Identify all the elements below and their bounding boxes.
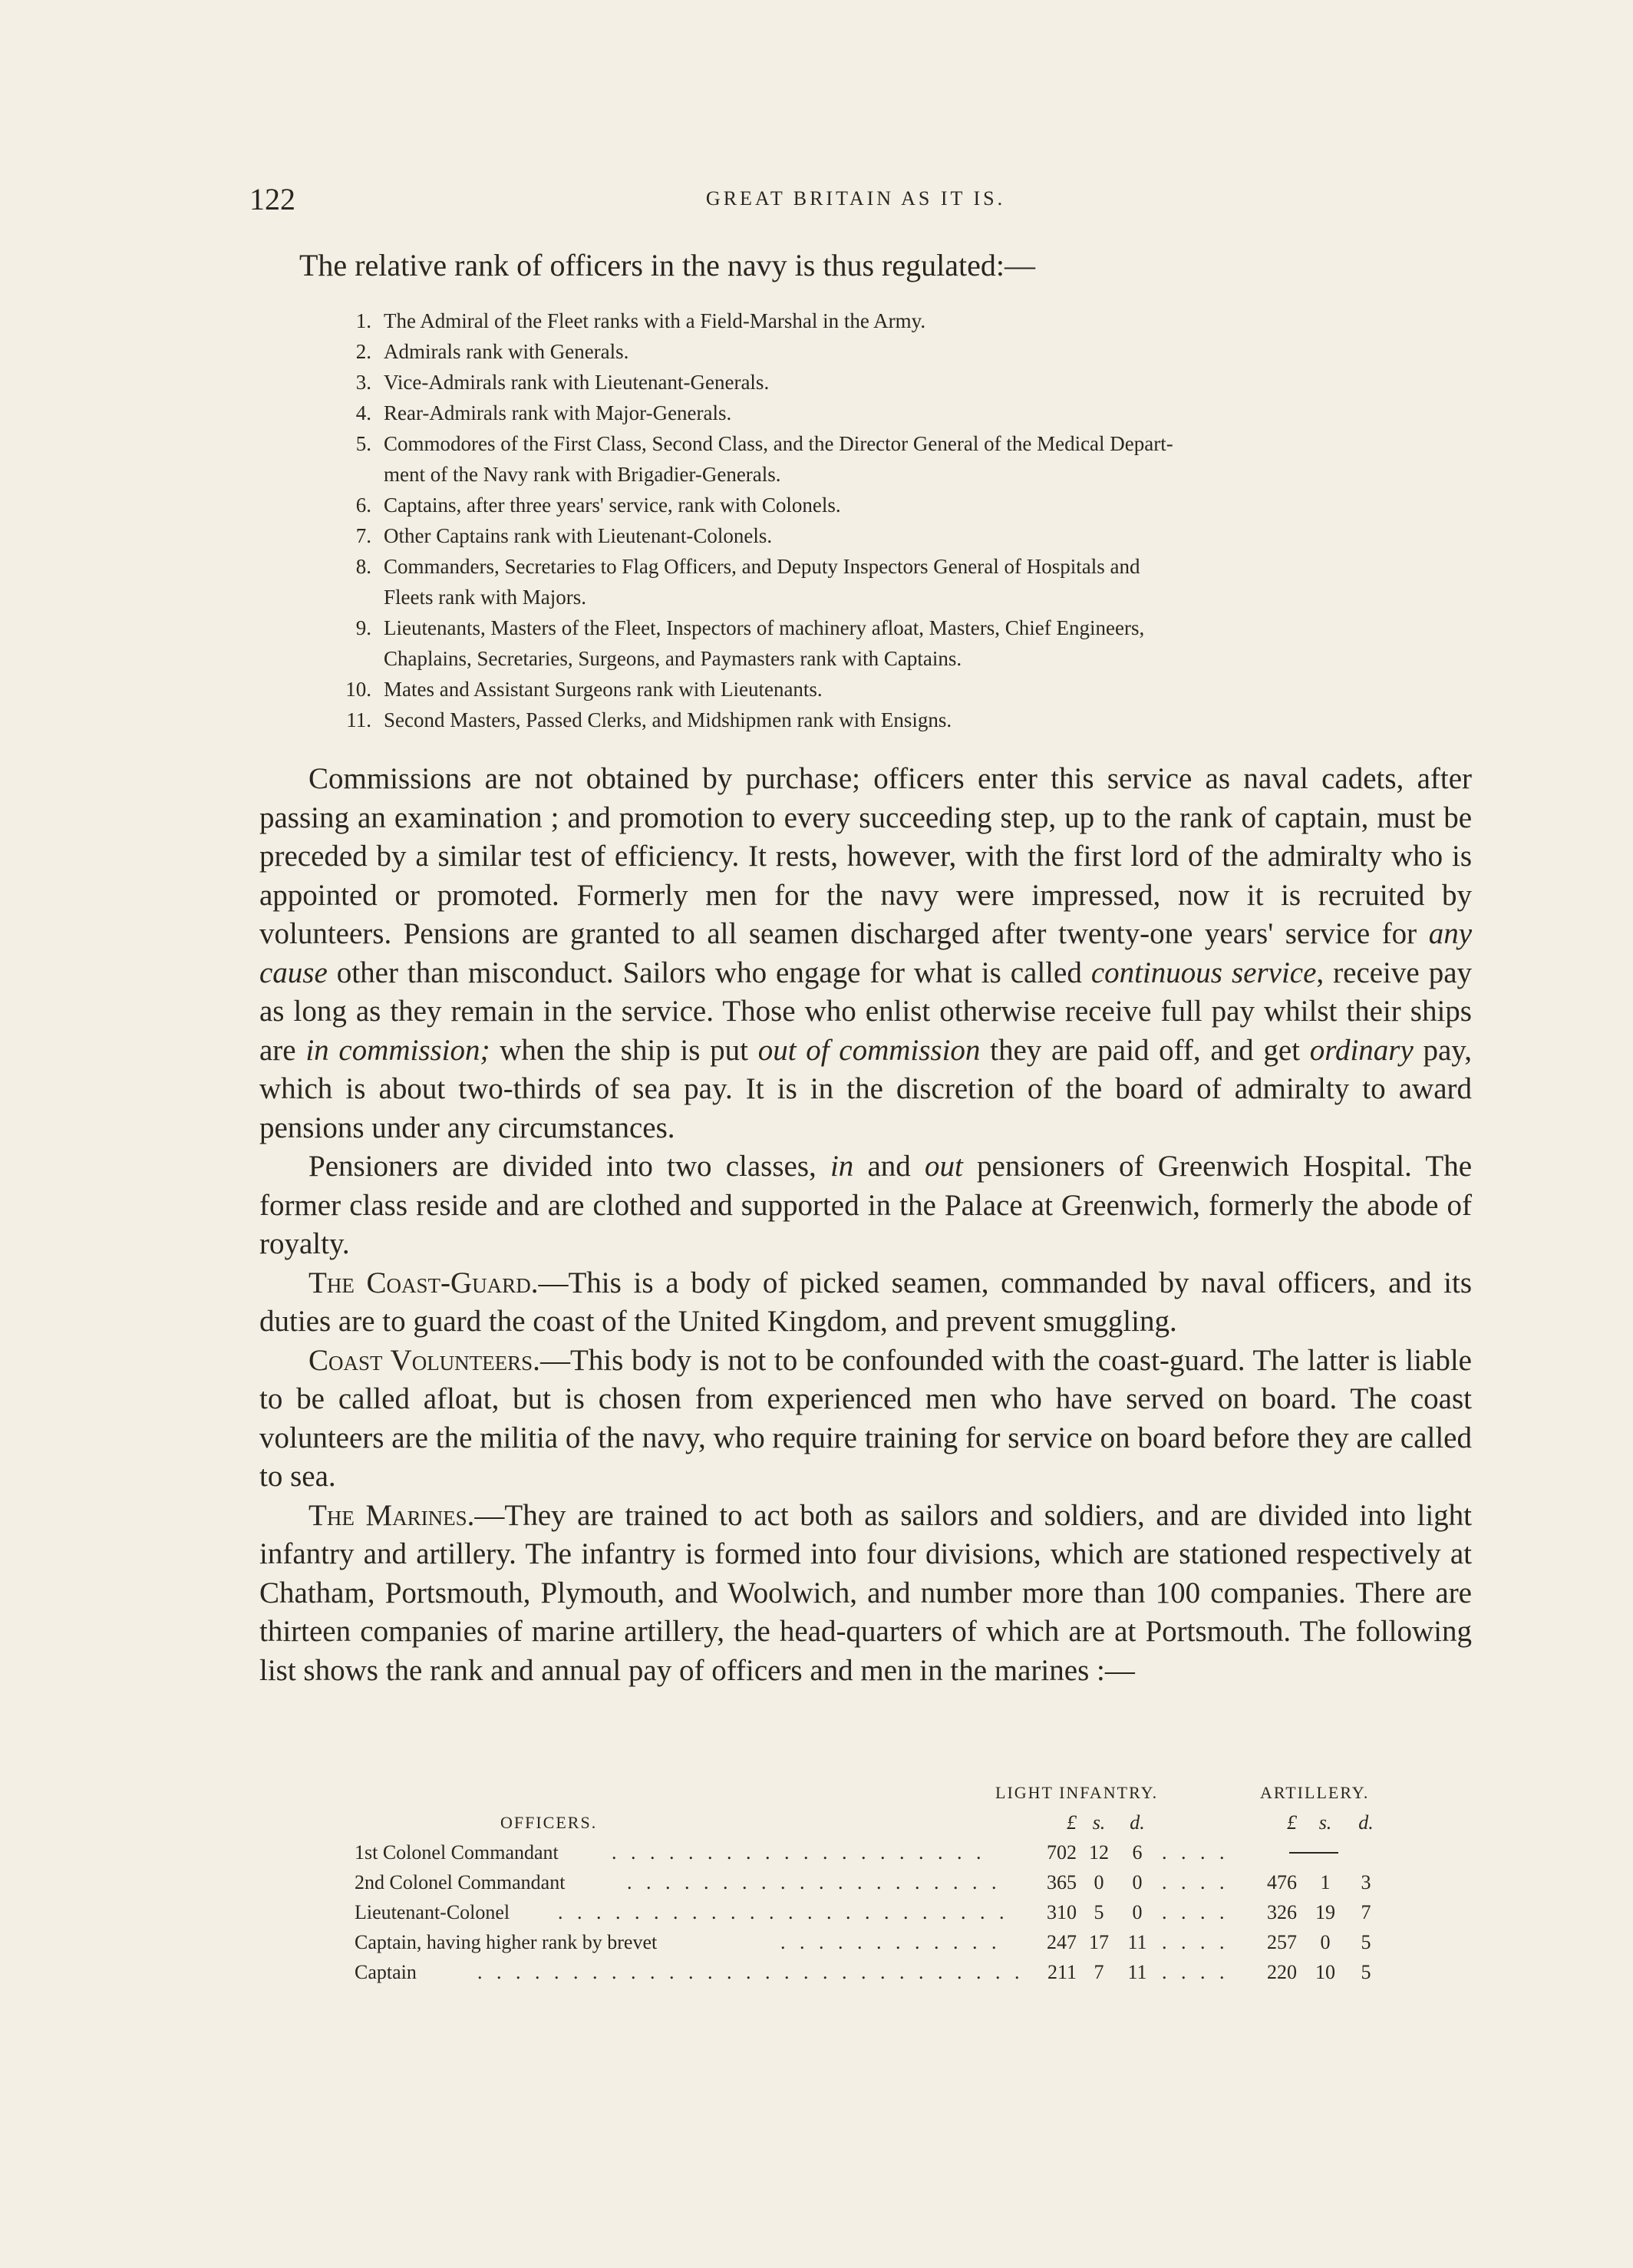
officer-rank: Captain bbox=[355, 1961, 417, 1983]
officer-rank: Lieutenant-Colonel bbox=[355, 1901, 510, 1923]
rank-item bbox=[338, 490, 1427, 520]
section-heading: The Marines. bbox=[308, 1498, 475, 1532]
leader-dots: . . . . . . . . . . . . . . . . . . . . bbox=[612, 1841, 986, 1864]
table-column-header bbox=[355, 1807, 1383, 1837]
rank-text: Commanders, Secretaries to Flag Officers, and Deputy Inspectors General of Hospitals and bbox=[384, 555, 1140, 578]
ar-shillings: 0 bbox=[1320, 1931, 1331, 1953]
li-pounds: 365 bbox=[1047, 1871, 1077, 1893]
rank-text: Mates and Assistant Surgeons rank with Lieutenants. bbox=[384, 678, 823, 701]
li-shillings: 7 bbox=[1094, 1961, 1104, 1983]
rank-item bbox=[338, 398, 1427, 428]
rank-text: Captains, after three years' service, rank with Colonels. bbox=[384, 494, 841, 517]
li-pence: 11 bbox=[1127, 1961, 1147, 1983]
leader-dots: . . . . bbox=[1162, 1931, 1229, 1953]
ar-pence: 5 bbox=[1361, 1961, 1371, 1983]
li-pounds: 310 bbox=[1047, 1901, 1077, 1923]
rank-text: Admirals rank with Generals. bbox=[384, 340, 629, 363]
leader-dots: . . . . bbox=[1162, 1901, 1229, 1923]
officer-rank: 1st Colonel Commandant bbox=[355, 1841, 559, 1864]
leader-dots: . . . . bbox=[1162, 1871, 1229, 1893]
table-row bbox=[355, 1867, 1383, 1897]
ar-pence: 5 bbox=[1361, 1931, 1371, 1953]
rank-text: Other Captains rank with Lieutenant-Colonels. bbox=[384, 524, 773, 547]
rank-item bbox=[338, 367, 1427, 398]
li-pence: 0 bbox=[1132, 1871, 1143, 1893]
shillings-unit: s. bbox=[1318, 1811, 1332, 1834]
section-heading: Coast Volunteers. bbox=[308, 1343, 540, 1377]
ar-pounds: 257 bbox=[1267, 1931, 1297, 1953]
li-pence: 11 bbox=[1127, 1931, 1147, 1953]
body-text bbox=[259, 760, 1472, 1690]
shillings-unit: s. bbox=[1092, 1811, 1106, 1834]
rank-number: 7. bbox=[355, 524, 371, 547]
paragraph-commissions: Commissions are not obtained by purchase; officers enter this service as naval cadets, after passing an examination ; and promotion to every succeeding step, up to the rank of captain, must be preceded by a similar test of efficiency. It rests, however, with the first lord of the admiralty who is appointed or promoted. Formerly men for the navy were impressed, now it is recruited by volunteers. Pensions are granted to all seamen discharged after twenty-one years' service for any cause other than misconduct. Sailors who engage for what is called continuous service, receive pay as long as they remain in the service. Those who enlist otherwise receive full pay whilst their ships are in commission; when the ship is put out of commission they are paid off, and get ordinary pay, which is about two-thirds of sea pay. It is in the discretion of the board of admiralty to award pensions under any circumstances. bbox=[259, 762, 1473, 1144]
li-shillings: 12 bbox=[1089, 1841, 1109, 1864]
li-pence: 0 bbox=[1132, 1901, 1143, 1923]
page-header bbox=[249, 181, 1462, 227]
pence-unit: d. bbox=[1130, 1811, 1145, 1834]
li-pounds: 247 bbox=[1047, 1931, 1077, 1953]
rank-text-continued: ment of the Navy rank with Brigadier-Generals. bbox=[384, 463, 781, 486]
leader-dots: . . . . . . . . . . . . bbox=[780, 1931, 1001, 1953]
li-shillings: 0 bbox=[1094, 1871, 1104, 1893]
rank-text-continued: Fleets rank with Majors. bbox=[384, 586, 586, 609]
rank-number: 6. bbox=[355, 494, 371, 517]
paragraph-coast-volunteers: Coast Volunteers.—This body is not to be confounded with the coast-guard. The latter is liable to be called afloat, but is chosen from experienced men who have served on board. The coast volunteers are the militia of the navy, who require training for service on board before they are called to sea. bbox=[259, 1343, 1472, 1493]
ar-shillings: 1 bbox=[1320, 1871, 1331, 1893]
li-pence: 6 bbox=[1132, 1841, 1143, 1864]
leader-dots: . . . . bbox=[1162, 1841, 1229, 1864]
rank-number: 4. bbox=[355, 401, 371, 424]
light-infantry-header: LIGHT INFANTRY. bbox=[995, 1783, 1159, 1802]
rank-item bbox=[338, 336, 1427, 367]
rank-number: 1. bbox=[355, 309, 371, 332]
ar-pence: 3 bbox=[1361, 1871, 1371, 1893]
rank-number: 5. bbox=[355, 432, 371, 455]
officer-rank: Captain, having higher rank by brevet bbox=[355, 1931, 658, 1953]
leader-dots: . . . . bbox=[1162, 1961, 1229, 1983]
page-number: 122 bbox=[249, 182, 295, 216]
paragraph-pensioners: Pensioners are divided into two classes, in and out pensioners of Greenwich Hospital. The former class reside and are clothed and supported in the Palace at Greenwich, formerly the abode of royalty. bbox=[259, 1150, 1473, 1260]
leader-dots: . . . . . . . . . . . . . . . . . . . . . . . . bbox=[558, 1901, 1009, 1923]
marines-pay-table bbox=[355, 1778, 1383, 1987]
rank-number: 2. bbox=[355, 340, 371, 363]
table-row bbox=[355, 1957, 1383, 1987]
rank-item bbox=[338, 305, 1427, 336]
rank-text: The Admiral of the Fleet ranks with a Field-Marshal in the Army. bbox=[384, 309, 926, 332]
table-group-header bbox=[355, 1778, 1383, 1807]
rank-text: Lieutenants, Masters of the Fleet, Inspectors of machinery afloat, Masters, Chief Engineers, bbox=[384, 616, 1145, 639]
rank-number: 8. bbox=[355, 555, 371, 578]
rank-text-continued: Chaplains, Secretaries, Surgeons, and Paymasters rank with Captains. bbox=[384, 647, 962, 670]
ar-shillings: 10 bbox=[1315, 1961, 1335, 1983]
rank-number: 3. bbox=[355, 371, 371, 394]
ar-shillings: 19 bbox=[1315, 1901, 1335, 1923]
intro-sentence: The relative rank of officers in the navy is thus regulated:— bbox=[299, 248, 1035, 282]
officers-header: OFFICERS. bbox=[500, 1813, 598, 1832]
rank-number: 9. bbox=[355, 616, 371, 639]
artillery-header: ARTILLERY. bbox=[1260, 1783, 1370, 1802]
paragraph-coast-guard: The Coast-Guard.—This is a body of picked seamen, commanded by naval officers, and its duties are to guard the coast of the United Kingdom, and prevent smuggling. bbox=[259, 1266, 1472, 1338]
paragraph-marines: The Marines.—They are trained to act both as sailors and soldiers, and are divided into light infantry and artillery. The infantry is formed into four divisions, which are stationed respectively at Chatham, Portsmouth, Plymouth, and Woolwich, and number more than 100 companies. There are thirteen companies of marine artillery, the head-quarters of which are at Portsmouth. The following list shows the rank and annual pay of officers and men in the marines :— bbox=[259, 1498, 1472, 1687]
leader-dots: . . . . . . . . . . . . . . . . . . . . . . . . . . . . . bbox=[477, 1961, 1024, 1983]
ar-pounds: 220 bbox=[1267, 1961, 1297, 1983]
ar-pence: 7 bbox=[1361, 1901, 1371, 1923]
rank-text: Rear-Admirals rank with Major-Generals. bbox=[384, 401, 732, 424]
rank-item bbox=[338, 612, 1427, 674]
leader-dots: . . . . . . . . . . . . . . . . . . . . bbox=[627, 1871, 1001, 1893]
li-pounds: 702 bbox=[1047, 1841, 1077, 1864]
section-heading: The Coast-Guard. bbox=[308, 1266, 539, 1299]
rank-number: 11. bbox=[346, 708, 371, 731]
rank-text: Commodores of the First Class, Second Class, and the Director General of the Medical Depart- bbox=[384, 432, 1173, 455]
rank-text: Second Masters, Passed Clerks, and Midshipmen rank with Ensigns. bbox=[384, 708, 952, 731]
li-pounds: 211 bbox=[1047, 1961, 1077, 1983]
ar-pounds: 326 bbox=[1267, 1901, 1297, 1923]
table-row bbox=[355, 1897, 1383, 1927]
rank-item bbox=[338, 705, 1427, 735]
pounds-unit: £ bbox=[1067, 1811, 1077, 1834]
rank-text: Vice-Admirals rank with Lieutenant-Generals. bbox=[384, 371, 770, 394]
table-row bbox=[355, 1837, 1383, 1867]
empty-value-dash bbox=[1289, 1852, 1338, 1854]
rank-item bbox=[338, 674, 1427, 705]
rank-item bbox=[338, 428, 1427, 490]
li-shillings: 17 bbox=[1089, 1931, 1109, 1953]
table-row bbox=[355, 1927, 1383, 1957]
rank-list bbox=[338, 305, 1427, 735]
rank-item bbox=[338, 520, 1427, 551]
li-shillings: 5 bbox=[1094, 1901, 1104, 1923]
officer-rank: 2nd Colonel Commandant bbox=[355, 1871, 566, 1893]
rank-item bbox=[338, 551, 1427, 612]
running-title: GREAT BRITAIN AS IT IS. bbox=[705, 187, 1006, 210]
pence-unit: d. bbox=[1358, 1811, 1374, 1834]
ar-pounds: 476 bbox=[1267, 1871, 1297, 1893]
pounds-unit: £ bbox=[1287, 1811, 1297, 1834]
rank-number: 10. bbox=[345, 678, 371, 701]
